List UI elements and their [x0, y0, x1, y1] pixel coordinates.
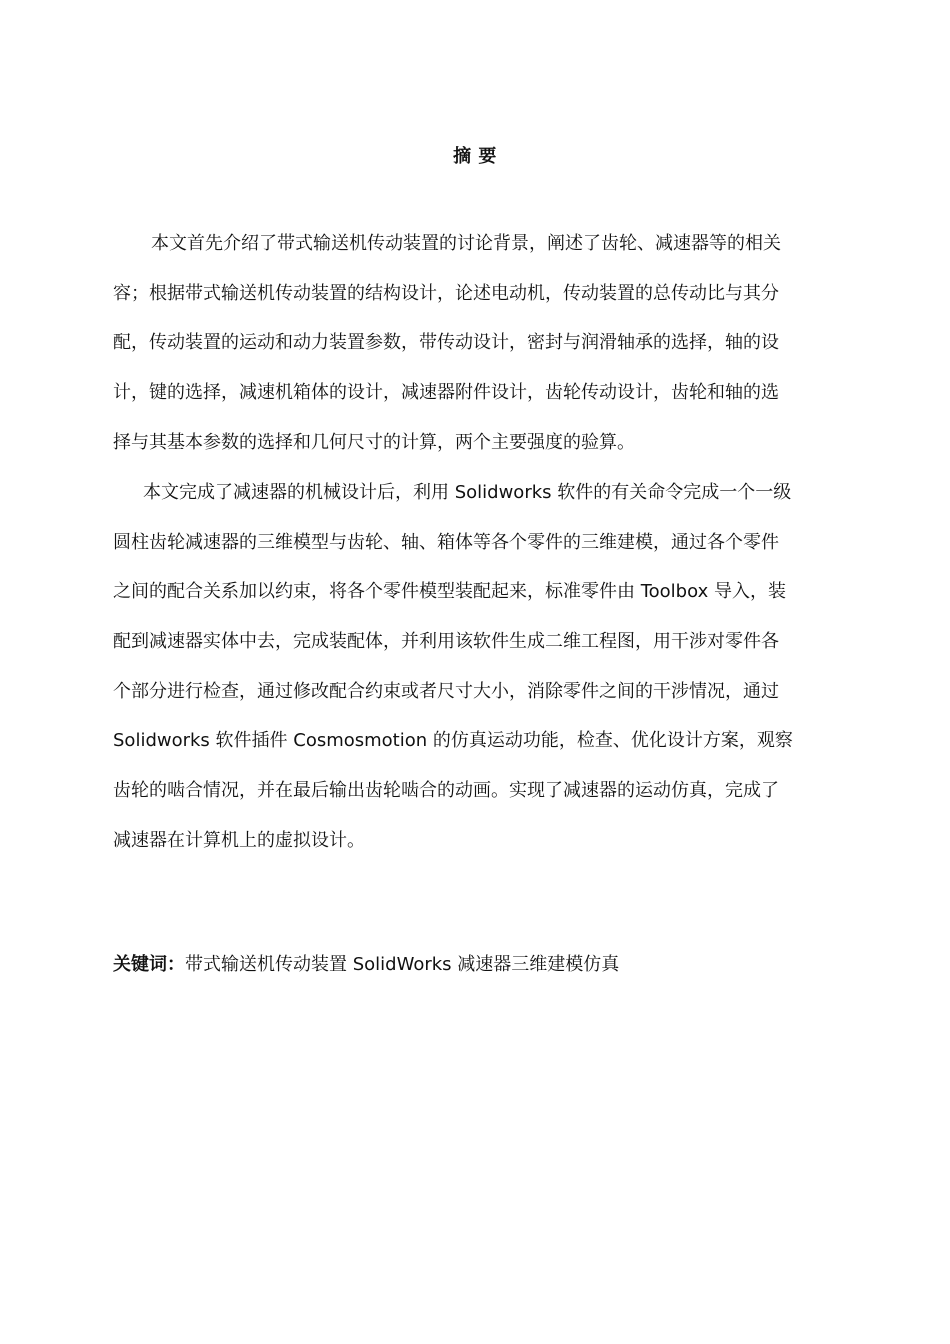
abstract-paragraph-1 — [113, 219, 831, 467]
paragraph-line: 容；根据带式输送机传动装置的结构设计，论述电动机，传动装置的总传动比与其分 — [113, 282, 779, 304]
paragraph-line: Solidworks 软件插件 Cosmosmotion 的仿真运动功能，检查、优化设计方案，观察 — [113, 730, 793, 752]
paragraph-line: 减速器在计算机上的虚拟设计。 — [113, 829, 365, 851]
paragraph-line: 圆柱齿轮减速器的三维模型与齿轮、轴、箱体等各个零件的三维建模，通过各个零件 — [113, 531, 779, 553]
paragraph-line: 配，传动装置的运动和动力装置参数，带传动设计，密封与润滑轴承的选择，轴的设 — [113, 332, 779, 354]
paragraph-line: 本文首先介绍了带式输送机传动装置的讨论背景，阐述了齿轮、减速器等的相关 — [151, 233, 781, 254]
keywords-text: 带式输送机传动装置 SolidWorks 减速器三维建模仿真 — [185, 954, 620, 975]
paragraph-line: 配到减速器实体中去，完成装配体，并利用该软件生成二维工程图，用干涉对零件各 — [113, 631, 779, 653]
paragraph-line: 齿轮的啮合情况，并在最后输出齿轮啮合的动画。实现了减速器的运动仿真，完成了 — [113, 780, 779, 802]
paragraph-line: 本文完成了减速器的机械设计后，利用 Solidworks 软件的有关命令完成一个一级 — [143, 482, 792, 503]
keywords-label: 关键词： — [113, 954, 185, 975]
abstract-paragraph-2 — [113, 468, 831, 866]
paragraph-line: 个部分进行检查，通过修改配合约束或者尺寸大小，消除零件之间的干涉情况，通过 — [113, 680, 779, 702]
paragraph-line: 之间的配合关系加以约束，将各个零件模型装配起来，标准零件由 Toolbox 导入，装 — [113, 581, 786, 603]
paragraph-line: 择与其基本参数的选择和几何尺寸的计算，两个主要强度的验算。 — [113, 431, 635, 453]
paragraph-line: 计，键的选择，减速机箱体的设计，减速器附件设计，齿轮传动设计，齿轮和轴的选 — [113, 382, 779, 404]
abstract-title: 摘 要 — [453, 146, 497, 167]
keywords-line — [113, 952, 619, 978]
